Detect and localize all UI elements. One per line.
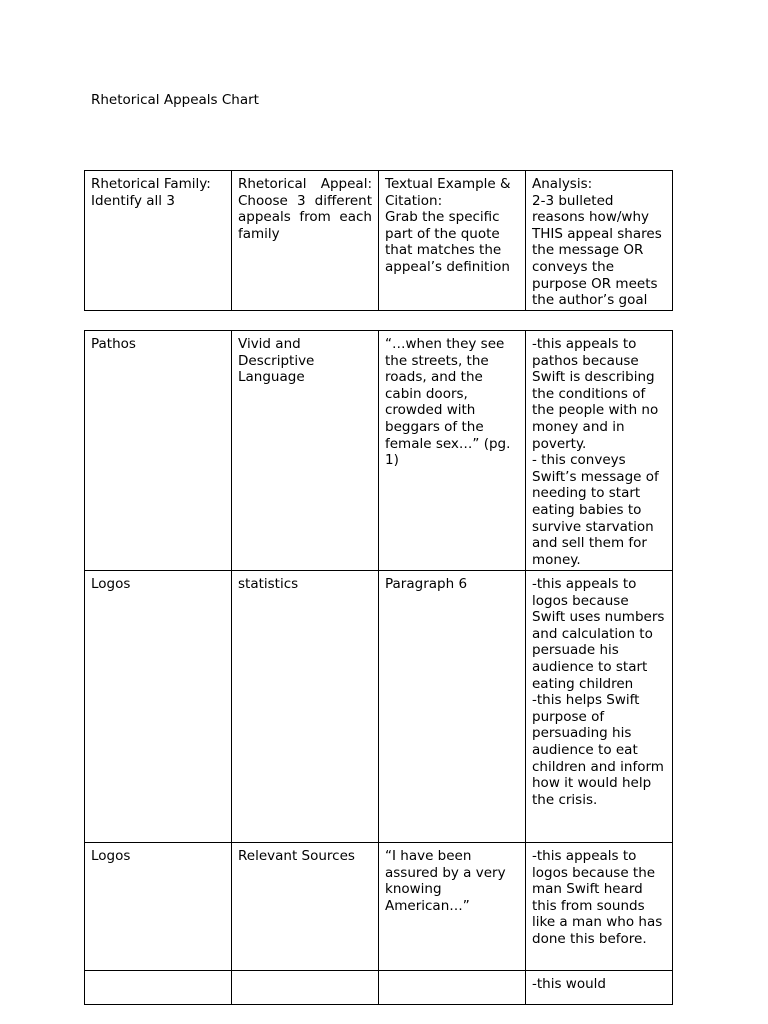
header-row	[85, 171, 673, 311]
header-family-instruction: Identify all 3	[91, 192, 175, 209]
analysis-point: -this appeals to pathos because Swift is describing the conditions of the people with no money and in poverty.	[532, 336, 659, 452]
table-row	[85, 971, 673, 1005]
table-row	[85, 331, 673, 571]
cell-appeal	[232, 971, 379, 1005]
header-example-label: Textual Example & Citation:	[385, 176, 511, 209]
cell-example: Paragraph 6	[379, 571, 526, 843]
table-row	[85, 571, 673, 843]
header-family-label: Rhetorical Family:	[91, 176, 211, 192]
header-cell-analysis	[526, 171, 673, 311]
cell-appeal: statistics	[232, 571, 379, 843]
analysis-point: -this appeals to logos because Swift uses numbers and calculation to persuade his audience to start eating children	[532, 576, 665, 692]
cell-family	[85, 971, 232, 1005]
cell-analysis	[526, 331, 673, 571]
cell-analysis	[526, 843, 673, 971]
cell-family: Logos	[85, 843, 232, 971]
header-cell-family	[85, 171, 232, 311]
header-table	[84, 170, 673, 311]
cell-analysis	[526, 971, 673, 1005]
analysis-point: -this appeals to logos because the man Swift heard this from sounds like a man who has done this before.	[532, 848, 663, 947]
cell-family: Pathos	[85, 331, 232, 571]
analysis-point: -this would	[532, 976, 606, 992]
document-title: Rhetorical Appeals Chart	[91, 92, 259, 108]
header-analysis-instruction: 2-3 bulleted reasons how/why THIS appeal shares the message OR conveys the purpose OR meets the author’s goal	[532, 192, 662, 309]
cell-example: “…when they see the streets, the roads, and the cabin doors, crowded with beggars of the female sex…” (pg. 1)	[379, 331, 526, 571]
cell-analysis	[526, 571, 673, 843]
header-analysis-label: Analysis:	[532, 176, 593, 192]
table-row	[85, 843, 673, 971]
cell-appeal: Relevant Sources	[232, 843, 379, 971]
header-cell-appeal: Rhetorical Appeal: Choose 3 different appeals from each family	[232, 171, 379, 311]
appeals-table	[84, 330, 673, 1005]
cell-appeal: Vivid and Descriptive Language	[232, 331, 379, 571]
analysis-point: - this conveys Swift’s message of needing to start eating babies to survive starvation and sell them for money.	[532, 452, 659, 568]
analysis-point: -this helps Swift purpose of persuading his audience to eat children and inform how it would help the crisis.	[532, 692, 664, 808]
cell-example	[379, 971, 526, 1005]
cell-family: Logos	[85, 571, 232, 843]
cell-example: “I have been assured by a very knowing American…”	[379, 843, 526, 971]
header-cell-example	[379, 171, 526, 311]
header-example-instruction: Grab the specific part of the quote that matches the appeal’s definition	[385, 209, 510, 275]
